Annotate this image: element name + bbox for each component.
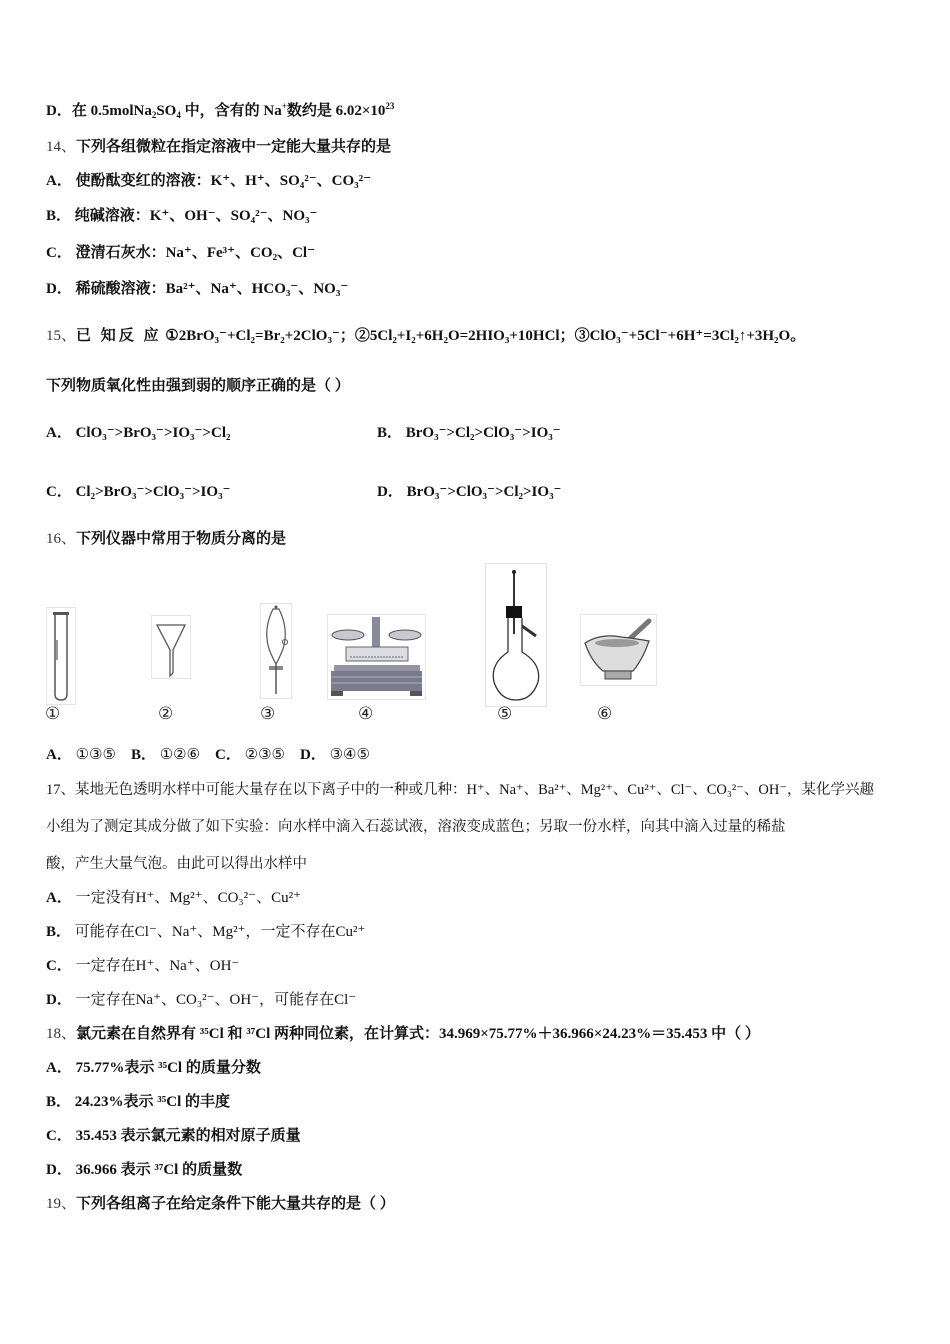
mortar-figure [580,614,657,686]
option-label: A． [46,1060,72,1076]
q16-options [46,745,370,765]
text-part: 中，含有的 Na [180,103,282,119]
question-number: 18、 [46,1026,77,1042]
superscript: 23 [385,101,395,111]
question-stem: 下列仪器中常用于物质分离的是 [76,531,287,547]
q15-option-d [377,482,561,502]
option-text: ①②⑥ [159,747,201,763]
question-number: 14、 [46,139,77,155]
option-text: 纯碱溶液：K⁺、OH⁻、SO₄²⁻、NO₃⁻ [74,208,318,224]
balance-icon [328,615,425,699]
reaction-2: ②5Cl₂+I₂+6H₂O=2HIO₃+10HCl [354,328,560,344]
option-text: BrO₃⁻>Cl₂>ClO₃⁻>IO₃⁻ [405,425,561,441]
subscript: 4 [176,110,181,120]
figure-label: ⑤ [497,704,513,724]
q16-stem [46,529,286,549]
option-label: A． [46,173,72,189]
option-text: ①③⑤ [75,747,116,763]
question-stem: 小组为了测定其成分做了如下实验：向水样中滴入石蕊试液，溶液变成蓝色；另取一份水样，向其中滴入过量的稀盐 [46,819,786,835]
question-number: 19、 [46,1196,77,1212]
option-label: D． [46,281,72,297]
figure-label: ① [45,704,61,724]
question-stem: 下列各组离子在给定条件下能大量共存的是（ ） [76,1196,395,1212]
test-tube-icon [47,608,75,704]
figure-label: ④ [358,704,374,724]
option-text: 一定没有H⁺、Mg²⁺、CO₃²⁻、Cu²⁺ [75,890,301,906]
option-label: B． [130,747,156,763]
q15-option-b [377,423,561,443]
option-text: 36.966 表示 ³⁷Cl 的质量数 [75,1162,243,1178]
option-label: D． [377,484,403,500]
option-text: ②③⑤ [244,747,285,763]
reaction-1: ①2BrO₃⁻+Cl₂=Br₂+2ClO₃⁻ [165,328,340,344]
funnel-figure [151,615,191,679]
separatory-funnel-icon [261,604,291,698]
q18-option-a [46,1058,261,1078]
text-part: 在 0.5molNa [71,103,152,119]
option-label: C． [46,245,72,261]
option-label: C． [215,747,241,763]
q14-option-a [46,171,371,191]
q17-option-d [46,990,356,1010]
q14-stem [46,137,391,157]
q17-option-a [46,888,301,908]
option-label: B． [46,1094,72,1110]
question-stem: 某地无色透明水样中可能大量存在以下离子中的一种或几种：H⁺、Na⁺、Ba²⁺、Mg²⁺、Cu²⁺、Cl⁻、CO₃²⁻、OH⁻，某化学兴趣 [75,782,875,798]
option-text: Cl₂>BrO₃⁻>ClO₃⁻>IO₃⁻ [75,484,231,500]
distillation-flask-figure [485,563,547,707]
option-label: A． [46,747,72,763]
question-stem: 氯元素在自然界有 ³⁵Cl 和 ³⁷Cl 两种同位素，在计算式：34.969×75.77%＋36.966×24.23%＝35.453 中（ ） [76,1026,760,1042]
option-label: A． [46,425,72,441]
option-text: 使酚酞变红的溶液：K⁺、H⁺、SO₄²⁻、CO₃²⁻ [75,173,372,189]
balance-figure [327,614,426,700]
q17-stem-line2 [46,817,786,837]
q17-stem-line3 [46,854,307,874]
q18-stem [46,1024,760,1044]
option-label: D． [46,1162,72,1178]
option-text: 一定存在H⁺、Na⁺、OH⁻ [75,958,240,974]
option-label: D． [46,103,72,119]
option-text: 一定存在Na⁺、CO₃²⁻、OH⁻，可能存在Cl⁻ [75,992,357,1008]
stem-prefix: 已 知反 应 [76,328,162,344]
test-tube-figure [46,607,76,705]
option-text: 24.23%表示 ³⁵Cl 的丰度 [74,1094,231,1110]
option-label: B． [377,425,403,441]
option-text: 可能存在Cl⁻、Na⁺、Mg²⁺，一定不存在Cu²⁺ [74,924,366,940]
option-label: C． [46,484,72,500]
option-label: D． [46,992,72,1008]
option-text: 澄清石灰水：Na⁺、Fe³⁺、CO₂、Cl⁻ [75,245,315,261]
option-text: ClO₃⁻>BrO₃⁻>IO₃⁻>Cl₂ [75,425,231,441]
text-part: SO [156,103,177,119]
q14-option-b [46,206,317,226]
option-label: A． [46,890,72,906]
q18-option-c [46,1126,301,1146]
option-text: BrO₃⁻>ClO₃⁻>Cl₂>IO₃⁻ [406,484,562,500]
q15-option-a [46,423,230,443]
q17-option-c [46,956,239,976]
q17-stem-line1 [46,780,874,800]
distillation-flask-icon [486,564,546,706]
option-label: B． [46,208,72,224]
q19-stem [46,1194,395,1214]
option-text: 35.453 表示氯元素的相对原子质量 [75,1128,301,1144]
option-label: C． [46,1128,72,1144]
q13-option-d [46,101,394,121]
q18-option-d [46,1160,242,1180]
question-number: 17、 [46,782,75,798]
question-number: 15、 [46,328,77,344]
option-label: C． [46,958,72,974]
q15-stem-line2 [46,376,350,396]
option-label: D． [299,747,326,763]
option-label: B． [46,924,72,940]
question-stem: 酸，产生大量气泡。由此可以得出水样中 [46,856,307,872]
text-part: 数约是 6.02×10 [286,103,386,119]
figure-label: ② [158,704,174,724]
question-stem: 下列物质氧化性由强到弱的顺序正确的是（ ） [46,378,350,394]
q15-option-c [46,482,230,502]
question-number: 16、 [46,531,77,547]
subscript: 2 [151,110,157,120]
q14-option-c [46,243,315,263]
figure-label: ③ [260,704,276,724]
option-text: 稀硫酸溶液：Ba²⁺、Na⁺、HCO₃⁻、NO₃⁻ [75,281,349,297]
figure-label: ⑥ [597,704,613,724]
q17-option-b [46,922,365,942]
question-stem: 下列各组微粒在指定溶液中一定能大量共存的是 [76,139,392,155]
reaction-3: ③ClO₃⁻+5Cl⁻+6H⁺=3Cl₂↑+3H₂O [574,328,791,344]
mortar-and-pestle-icon [581,615,656,685]
option-text: 75.77%表示 ³⁵Cl 的质量分数 [75,1060,261,1076]
separatory-funnel-figure [260,603,292,699]
superscript: + [281,101,287,111]
q15-stem-line1: 15、已 知反 应 ①2BrO₃⁻+Cl₂=Br₂+2ClO₃⁻；②5Cl₂+I₂+6H₂O=2HIO₃+10HCl；③ClO₃⁻+5Cl⁻+6H⁺=3Cl₂↑+3H₂O。 [46,328,806,344]
funnel-icon [152,616,190,678]
q14-option-d [46,279,348,299]
q18-option-b [46,1092,230,1112]
option-text: ③④⑤ [329,747,370,763]
